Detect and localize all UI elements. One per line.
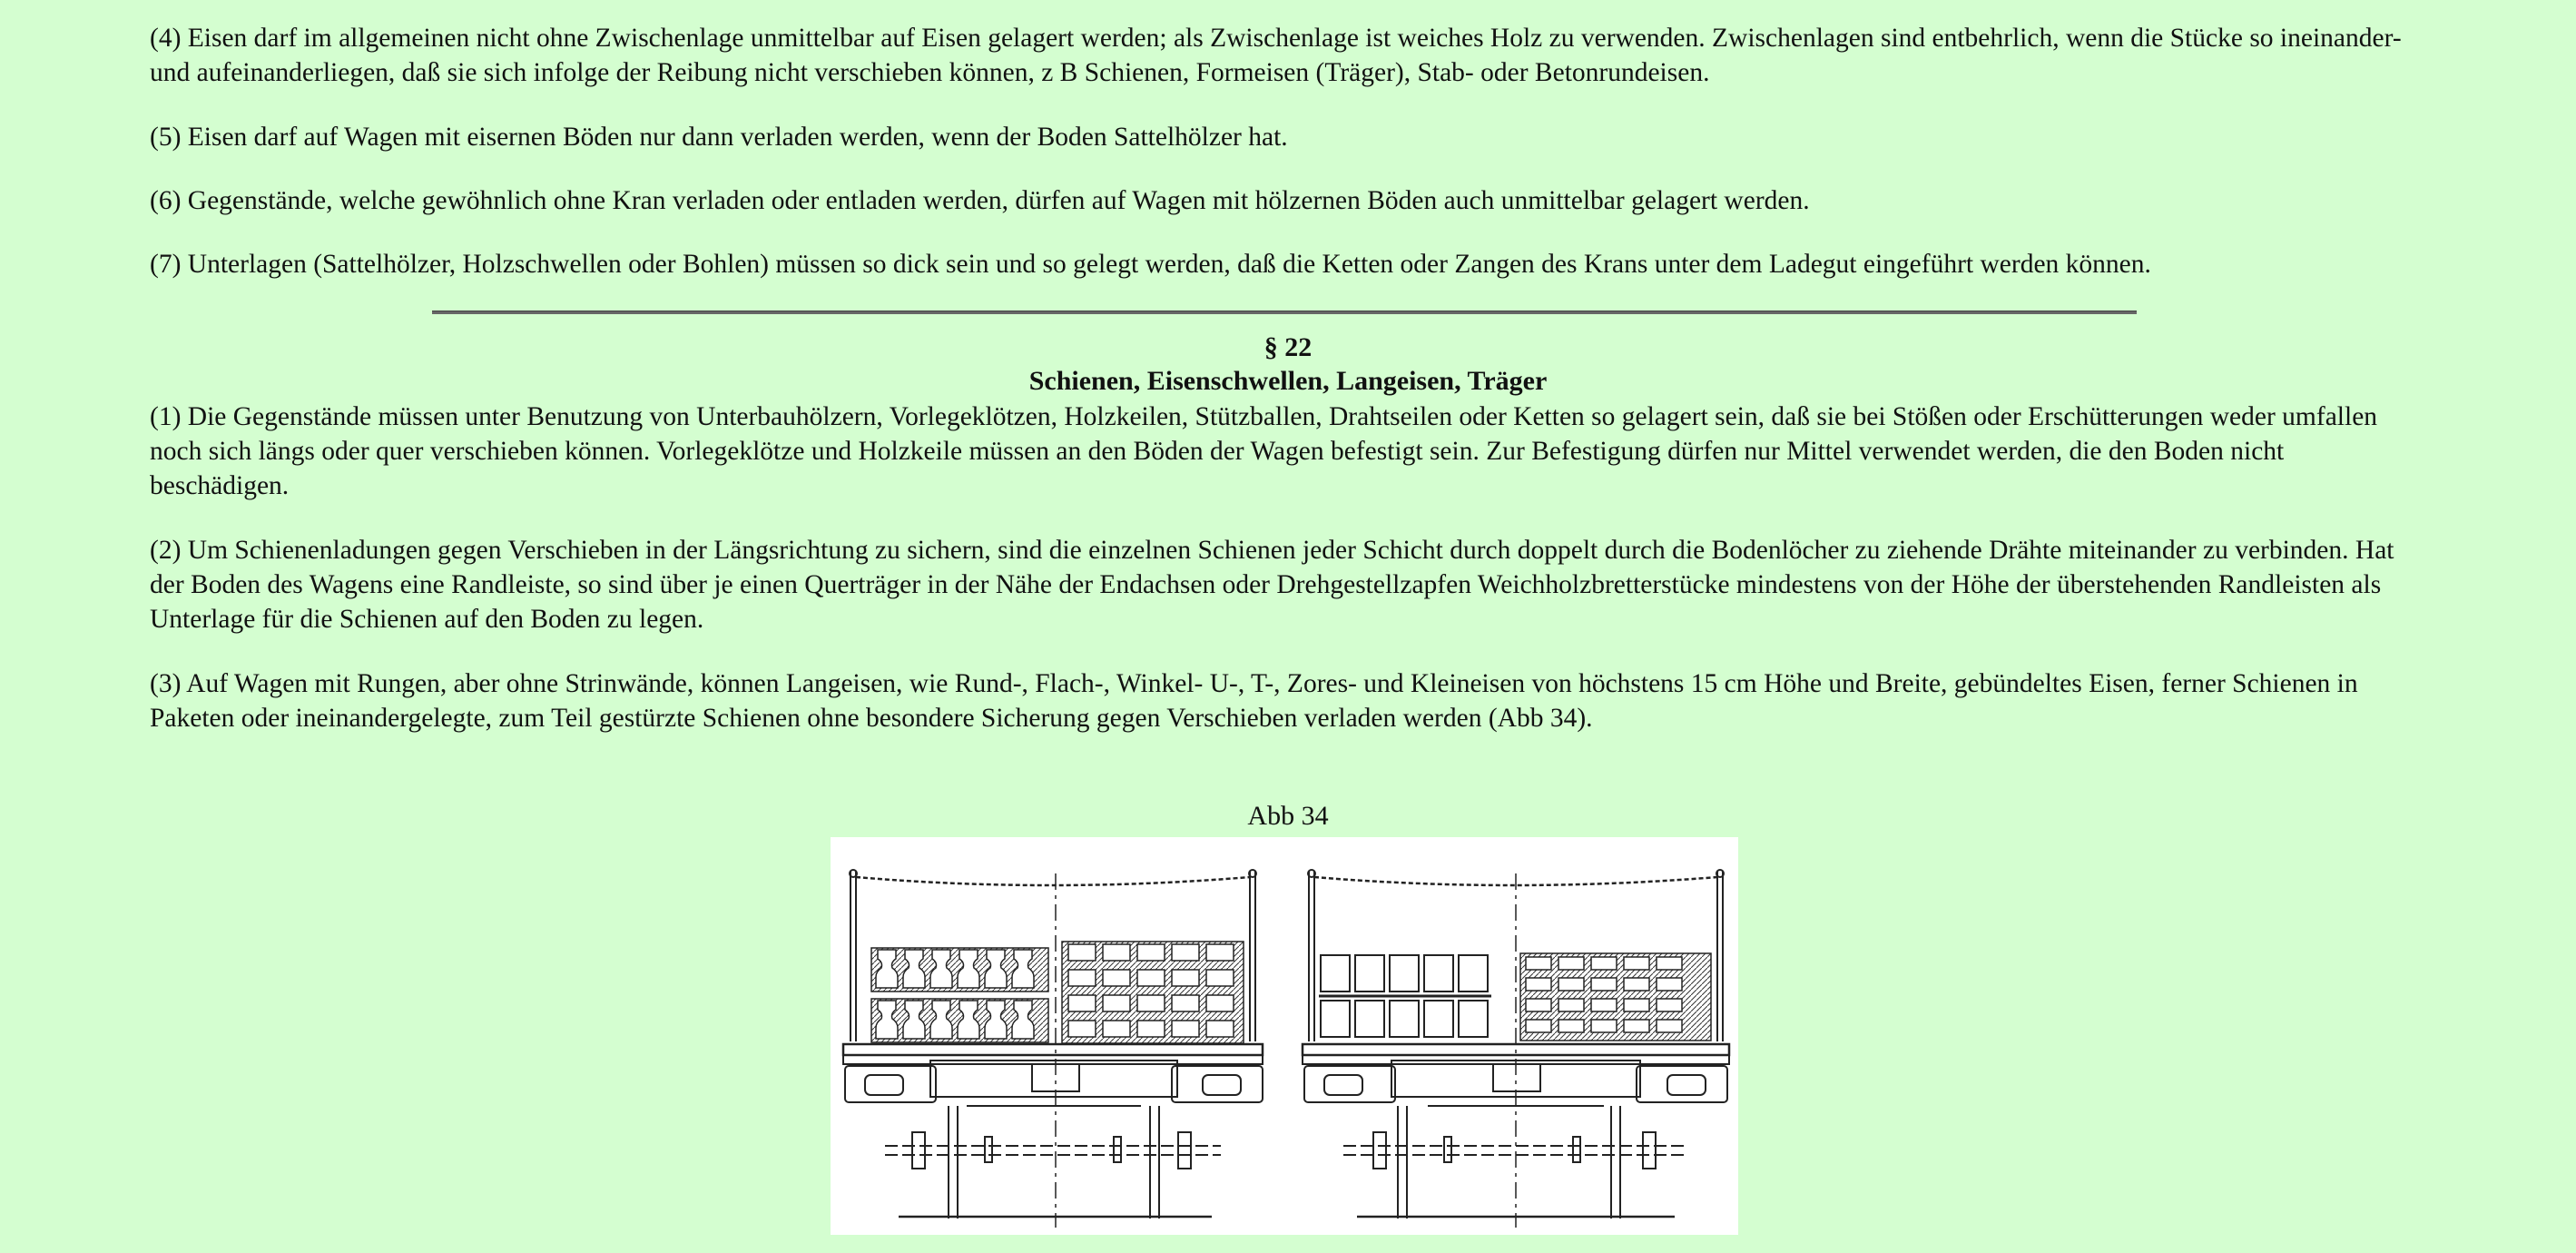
section-paragraph-3: (3) Auf Wagen mit Rungen, aber ohne Strinwände, können Langeisen, wie Rund-, Flach-, Winkel- U-, T-, Zores- und Kleineisen von höchstens 15 cm Höhe und Breite, gebündeltes Eisen, ferner Schienen in Paketen oder ineinandergelegte, zum Teil gestürzte Schienen ohne besondere Sicherung gegen Verschieben verladen werden (Abb 34). (150, 669, 2358, 733)
section-paragraph-2: (2) Um Schienenladungen gegen Verschieben in der Längsrichtung zu sichern, sind die einzelnen Schienen jeder Schicht durch doppelt durch die Bodenlöcher zu ziehende Drähte miteinander zu verbinden. Hat der Boden des Wagens eine Randleiste, so sind über je einen Querträger in der Nähe der Endachsen oder Drehgestellzapfen Weichholzbretterstücke mindestens von der Höhe der überstehenden Randleisten als Unterlage für die Schienen auf den Boden zu legen. (150, 536, 2394, 634)
paragraph-6: (6) Gegenstände, welche gewöhnlich ohne Kran verladen oder entladen werden, dürfen auf Wagen mit hölzernen Böden auch unmittelbar gelagert werden. (150, 186, 1810, 215)
section-title: Schienen, Eisenschwellen, Langeisen, Träger (1028, 366, 1548, 396)
wagon-loading-drawing (831, 837, 1738, 1235)
paragraph-4: (4) Eisen darf im allgemeinen nicht ohne Zwischenlage unmittelbar auf Eisen gelagert werden; als Zwischenlage ist weiches Holz zu verwenden. Zwischenlagen sind entbehrlich, wenn die Stücke so ineinander- und aufeinanderliegen, daß sie sich infolge der Reibung nicht verschieben können, z B Schienen, Formeisen (Träger), Stab- oder Betonrundeisen. (150, 24, 2402, 87)
paragraph-7: (7) Unterlagen (Sattelhölzer, Holzschwellen oder Bohlen) müssen so dick sein und so gelegt werden, daß die Ketten oder Zangen des Krans unter dem Ladegut eingeführt werden können. (150, 250, 2151, 279)
figure-abb-34 (831, 837, 1738, 1235)
paragraph-5: (5) Eisen darf auf Wagen mit eisernen Böden nur dann verladen werden, wenn der Boden Sattelhölzer hat. (150, 123, 1288, 152)
section-divider (432, 311, 2137, 314)
left-wagon (843, 870, 1263, 1228)
figure-caption: Abb 34 (1247, 801, 1329, 831)
section-number: § 22 (1263, 332, 1313, 362)
section-paragraph-1: (1) Die Gegenstände müssen unter Benutzung von Unterbauhölzern, Vorlegeklötzen, Holzkeilen, Stützballen, Drahtseilen oder Ketten so gelagert sein, daß sie bei Stößen oder Erschütterungen weder umfallen noch sich längs oder quer verschieben können. Vorlegeklötze und Holzkeile müssen an den Böden der Wagen befestigt sein. Zur Befestigung dürfen nur Mittel verwendet werden, die den Boden nicht beschädigen. (150, 402, 2378, 500)
right-wagon (1303, 870, 1729, 1228)
